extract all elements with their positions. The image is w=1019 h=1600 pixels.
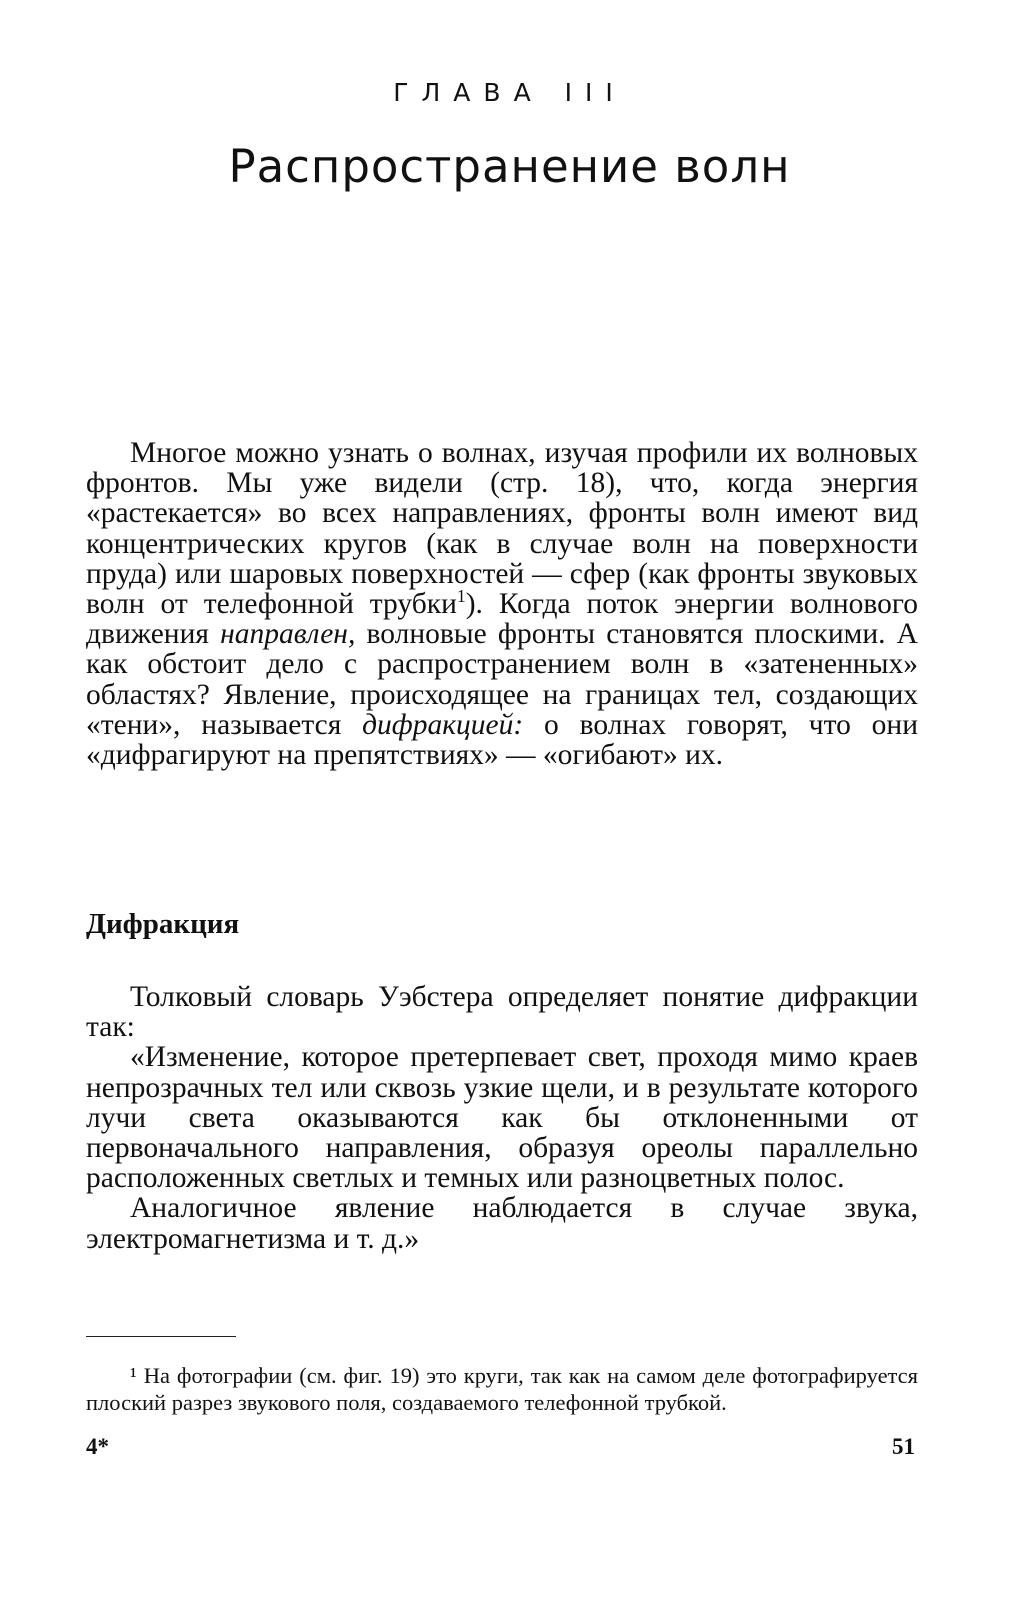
chapter-title: Распространение волн [228, 140, 791, 193]
intro-text-part-2: ). Когда поток энергии волнового движения [86, 588, 918, 651]
section-body [86, 982, 918, 1254]
intro-text-part-3: волновые фронты становятся плоскими. А как обстоит дело с распространением волн в «затененных» областях? Явление, происходящее на границах тел, создающих «тени», называется [86, 618, 918, 741]
page-number: 51 [892, 1434, 915, 1459]
intro-text [86, 438, 918, 770]
chapter-label: ГЛАВА III [393, 78, 626, 107]
footnote-text: ¹ На фотографии (см. фиг. 19) это круги, так как на самом деле фотографируется плоский разрез звукового поля, создаваемого телефонной трубкой. [86, 1363, 918, 1415]
emphasis-directed: направлен, [220, 618, 356, 651]
footnote-reference: 1 [456, 586, 466, 607]
intro-text-part-4: о волнах говорят, что они «дифрагируют на препятствиях» — «огибают» их. [86, 708, 918, 772]
section-paragraph: Аналогичное явление наблюдается в случае звука, электромагнетизма и т. д.» [86, 1192, 918, 1255]
signature-mark: 4* [86, 1434, 109, 1459]
intro-text-part-1: Многое можно узнать о волнах, изучая профили их волновых фронтов. Мы уже видели (стр. 18), что, когда энергия «растекается» во всех направлениях, фронты волн имеют вид концентрических кругов (как в случае волн на поверхности пруда) или шаровых поверхностей — сфер (как фронты звуковых волн от телефонной трубки [86, 437, 918, 621]
intro-paragraph [86, 438, 918, 770]
section-paragraph: «Изменение, которое претерпевает свет, проходя мимо краев непрозрачных тел или сквозь узкие щели, и в результате которого лучи света оказываются как бы отклоненными от первоначального направления, образуя ореолы параллельно расположенных светлых и темных или разноцветных полос. [86, 1041, 918, 1195]
section-paragraph: Толковый словарь Уэбстера определяет понятие дифракции так: [86, 981, 918, 1044]
footnote-divider [86, 1336, 236, 1337]
footnote [86, 1362, 918, 1416]
emphasis-diffraction: дифракцией: [362, 708, 524, 741]
section-heading: Дифракция [86, 908, 240, 940]
